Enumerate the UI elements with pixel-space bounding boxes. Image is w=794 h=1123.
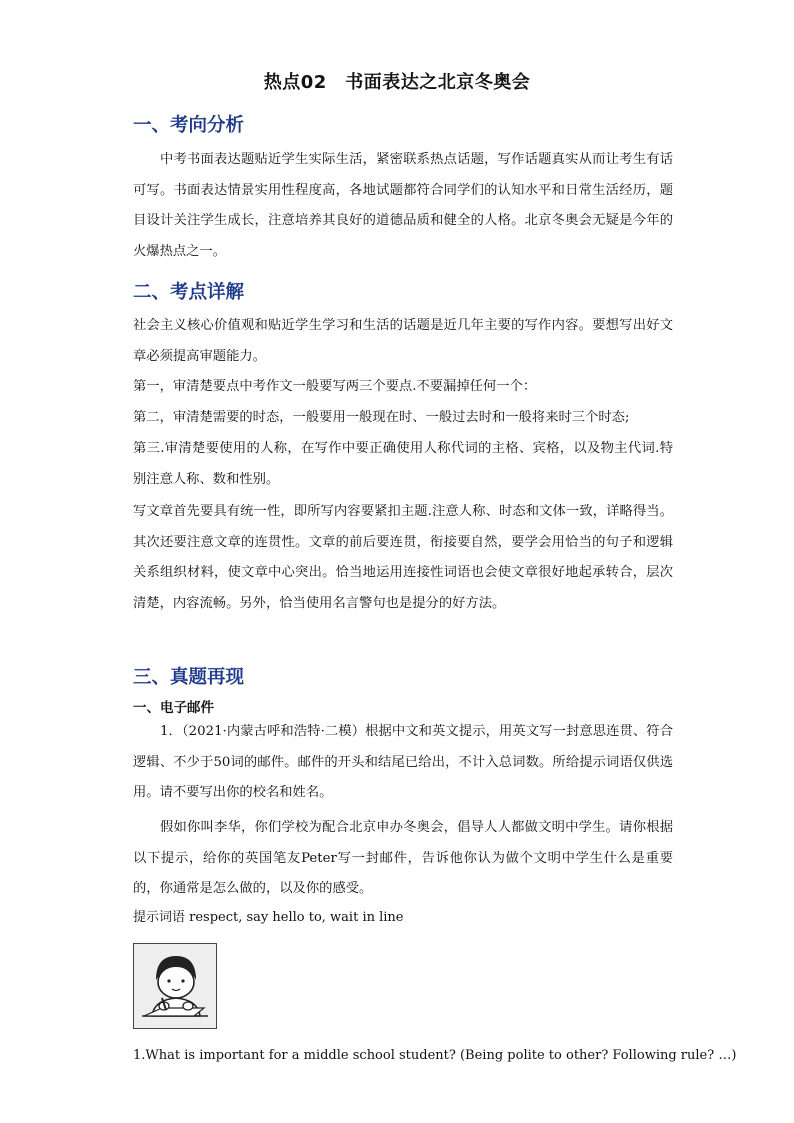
question-1-scenario: 假如你叫李华，你们学校为配合北京申办冬奥会，倡导人人都做文明中学生。请你根据以下提示，给你的英国笔友Peter写一封邮件，告诉他你认为做个文明中学生什么是重要的，你通常是怎么做的，以及你的感受。: [133, 820, 673, 896]
section-heading-analysis: 一、考向分析: [133, 115, 245, 136]
sub-heading-email: 一、电子邮件: [133, 700, 214, 716]
student-writing-illustration: [133, 943, 217, 1029]
details-intro: 社会主义核心价值观和贴近学生学习和生活的话题是近几年主要的写作内容。要想写出好文章必须提高审题能力。: [133, 318, 673, 364]
student-writing-icon: [134, 944, 216, 1028]
page-title: 热点02 书面表达之北京冬奥会: [263, 72, 531, 93]
question-1-intro: 1．（2021·内蒙古呼和浩特·二模）根据中文和英文提示，用英文写一封意思连贯、符合逻辑、不少于50词的邮件。邮件的开头和结尾已给出，不计入总词数。所给提示词语仅供选用。请不要写出你的校名和姓名。: [133, 724, 673, 800]
details-advice: 写文章首先要具有统一性，即所写内容要紧扣主题.注意人称、时态和文体一致，详略得当。其次还要注意文章的连贯性。文章的前后要连贯，衔接要自然，要学会用恰当的句子和逻辑关系组织材料，使文章中心突出。恰当地运用连接性词语也会使文章很好地起承转合，层次清楚，内容流畅。另外，恰当使用名言警句也是提分的好方法。: [133, 504, 673, 611]
details-point-2: 第二，审清楚需要的时态，一般要用一般现在时、一般过去时和一般将来时三个时态;: [133, 410, 630, 425]
question-prompt-1: 1.What is important for a middle school student? (Being polite to other? Following rule? …): [133, 1048, 737, 1063]
details-point-3: 第三.审清楚要使用的人称，在写作中要正确使用人称代词的主格、宾格，以及物主代词.特别注意人称、数和性别。: [133, 441, 673, 487]
details-point-1: 第一，审清楚要点中考作文一般要写两三个要点.不要漏掉任何一个：: [133, 379, 537, 394]
hint-words: 提示词语 respect, say hello to, wait in line: [133, 910, 404, 925]
section-heading-exam: 三、真题再现: [133, 667, 245, 688]
analysis-paragraph: 中考书面表达题贴近学生实际生活，紧密联系热点话题，写作话题真实从而让考生有话可写。书面表达情景实用性程度高，各地试题都符合同学们的认知水平和日常生活经历，题目设计关注学生成长，注意培养其良好的道德品质和健全的人格。北京冬奥会无疑是今年的火爆热点之一。: [133, 152, 673, 259]
section-heading-details: 二、考点详解: [133, 282, 245, 303]
